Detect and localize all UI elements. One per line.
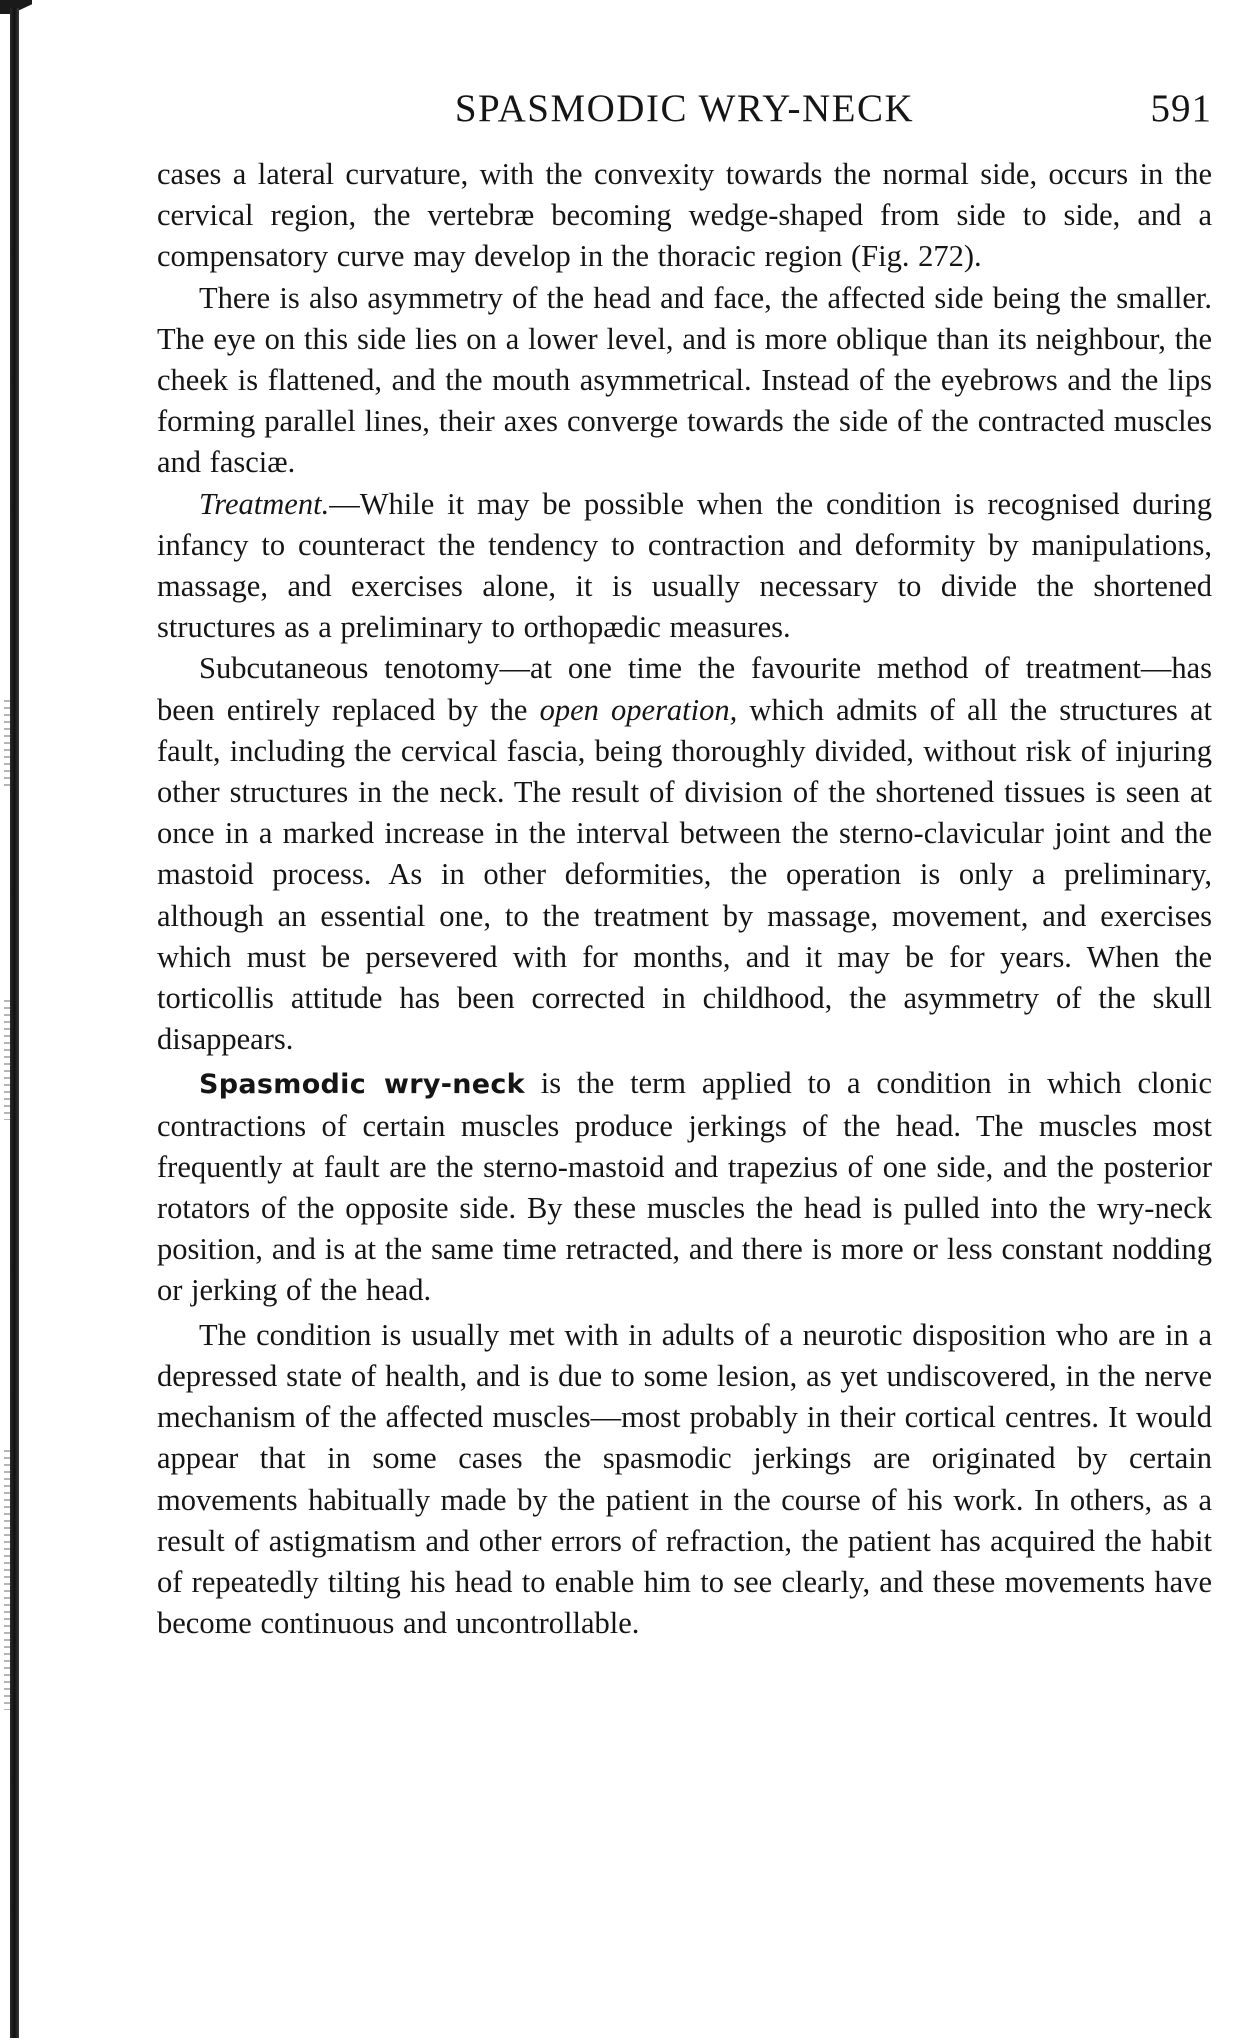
paragraph-text: There is also asymmetry of the head and face, the affected side being the smaller. The eye on this side lies on a lower level, and is more oblique than its neighbour, the cheek is flattened, and the mouth asymmetrical. Instead of the eyebrows and the lips forming parallel lines, their axes converge towards the side of the contracted muscles and fasciæ. [157,280,1212,480]
paragraph-tenotomy [157,648,1212,1060]
paragraph-asymmetry [157,278,1212,484]
binding-speckle [4,1000,10,1120]
paragraph-spasmodic-wry-neck [157,1063,1212,1311]
body-text [157,154,1212,1644]
paragraph-text: is the term applied to a condition in which clonic contractions of certain muscles produce jerkings of the head. The muscles most frequently at fault are the sterno-mastoid and trapezius of one side, and the posterior rotators of the opposite side. By these muscles the head is pulled into the wry-neck position, and is at the same time retracted, and there is more or less constant nodding or jerking of the head. [157,1066,1212,1308]
book-binding-edge [0,0,40,2043]
paragraph-text: cases a lateral curvature, with the convexity towards the normal side, occurs in the cervical region, the vertebræ becoming wedge-shaped from side to side, and a compensatory curve may develop in the thoracic region (Fig. 272). [157,157,1212,274]
term-spasmodic-wry-neck: Spasmodic wry-neck [199,1069,525,1101]
running-head [157,86,1212,146]
binding-speckle [4,700,10,790]
paragraph-text: The condition is usually met with in adults of a neurotic disposition who are in a depressed state of health, and is due to some lesion, as yet undiscovered, in the nerve mechanism of the affected muscles—most probably in their cortical centres. It would appear that in some cases the spasmodic jerkings are originated by certain movements habitually made by the patient in the course of his work. In others, as a result of astigmatism and other errors of refraction, the patient has acquired the habit of repeatedly tilting his head to enable him to see clearly, and these movements have become continuous and uncontrollable. [157,1317,1212,1641]
paragraph-condition [157,1315,1212,1645]
binding-speckle [4,1450,10,1710]
paragraph-text: —While it may be possible when the condition is recognised during infancy to counteract the tendency to contraction and deformity by manipulations, massage, and exercises alone, it is usually necessary to divide the shortened structures as a preliminary to orthopædic measures. [157,486,1212,645]
section-lead-treatment: Treatment. [199,486,330,521]
book-page [157,86,1212,1644]
paragraph-continuation [157,154,1212,278]
paragraph-treatment [157,484,1212,649]
paragraph-text: Subcutaneous tenotomy—at one time the favourite method of treatment—has been entirely replaced by the [157,651,1212,727]
emphasis-open-operation: open operation, [539,692,738,727]
binding-spine-line [10,8,19,2038]
running-title: SPASMODIC WRY-NECK [454,87,915,130]
page-number: 591 [1150,87,1212,130]
paragraph-text: which admits of all the structures at fault, including the cervical fascia, being thoroughly divided, without risk of injuring other structures in the neck. The result of division of the shortened tissues is seen at once in a marked increase in the interval between the sterno-clavicular joint and the mastoid process. As in other deformities, the operation is only a preliminary, although an essential one, to the treatment by massage, movement, and exercises which must be persevered with for months, and it may be for years. When the torticollis attitude has been corrected in childhood, the asymmetry of the skull disappears. [157,692,1212,1057]
